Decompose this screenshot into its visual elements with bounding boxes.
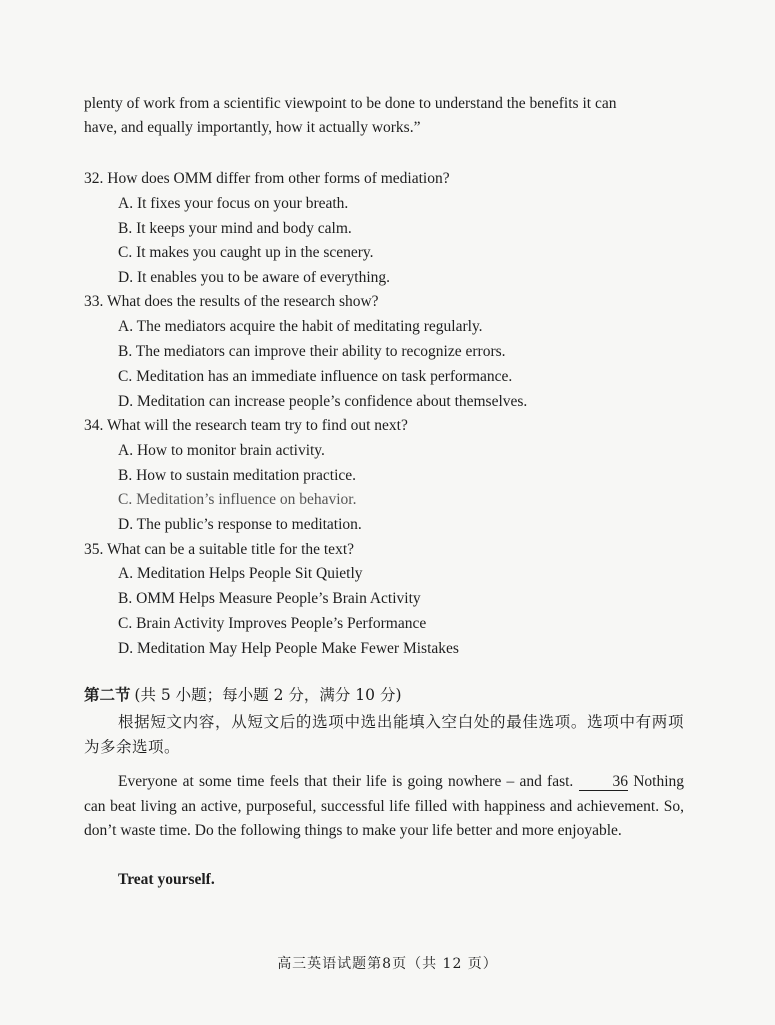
section-instruction: 根据短文内容，从短文后的选项中选出能填入空白处的最佳选项。选项中有两项为多余选项。 <box>84 713 684 756</box>
question-33-option-a: A. The mediators acquire the habit of meditating regularly. <box>118 318 483 335</box>
question-32-stem: 32. How does OMM differ from other forms of mediation? <box>84 170 450 187</box>
passage-subheading: Treat yourself. <box>118 871 215 888</box>
question-32-option-c: C. It makes you caught up in the scenery. <box>118 244 374 261</box>
question-35-option-b: B. OMM Helps Measure People’s Brain Activity <box>118 590 421 607</box>
question-35-option-a: A. Meditation Helps People Sit Quietly <box>118 565 363 582</box>
question-33-stem: 33. What does the results of the research show? <box>84 293 379 310</box>
page-footer: 高三英语试题第8页（共 12 页） <box>277 956 498 972</box>
question-35-option-d: D. Meditation May Help People Make Fewer Mistakes <box>118 640 459 657</box>
section-heading <box>84 685 402 706</box>
question-34-option-a: A. How to monitor brain activity. <box>118 442 325 459</box>
question-35-stem: 35. What can be a suitable title for the text? <box>84 541 355 558</box>
section-heading-title: 第二节 <box>84 685 131 704</box>
passage-rest: Nothing can beat living an active, purposeful, successful life filled with happiness and achievement. So, don’t waste time. Do the following things to make your life better and more enjoyable. <box>84 773 685 840</box>
question-34-option-b: B. How to sustain meditation practice. <box>118 467 357 484</box>
question-33-option-c: C. Meditation has an immediate influence on task performance. <box>118 368 513 385</box>
question-32-option-d: D. It enables you to be aware of everything. <box>118 269 391 286</box>
intro-line-2: have, and equally importantly, how it actually works.” <box>84 119 421 136</box>
blank-36: 36 <box>579 773 629 791</box>
passage-start: Everyone at some time feels that their life is going nowhere – and fast. <box>118 773 574 790</box>
question-35-option-c: C. Brain Activity Improves People’s Performance <box>118 615 427 632</box>
question-33-option-b: B. The mediators can improve their ability to recognize errors. <box>118 343 506 360</box>
question-33-option-d: D. Meditation can increase people’s confidence about themselves. <box>118 393 528 410</box>
question-34-stem: 34. What will the research team try to find out next? <box>84 417 408 434</box>
passage-paragraph <box>84 770 684 844</box>
question-32-option-b: B. It keeps your mind and body calm. <box>118 220 352 237</box>
question-34-option-c: C. Meditation’s influence on behavior. <box>118 491 357 508</box>
question-34-option-d: D. The public’s response to meditation. <box>118 516 362 533</box>
question-32-option-a: A. It fixes your focus on your breath. <box>118 195 349 212</box>
intro-line-1: plenty of work from a scientific viewpoint to be done to understand the benefits it can <box>84 95 617 112</box>
section-heading-note: (共 5 小题；每小题 2 分，满分 10 分) <box>134 686 402 704</box>
